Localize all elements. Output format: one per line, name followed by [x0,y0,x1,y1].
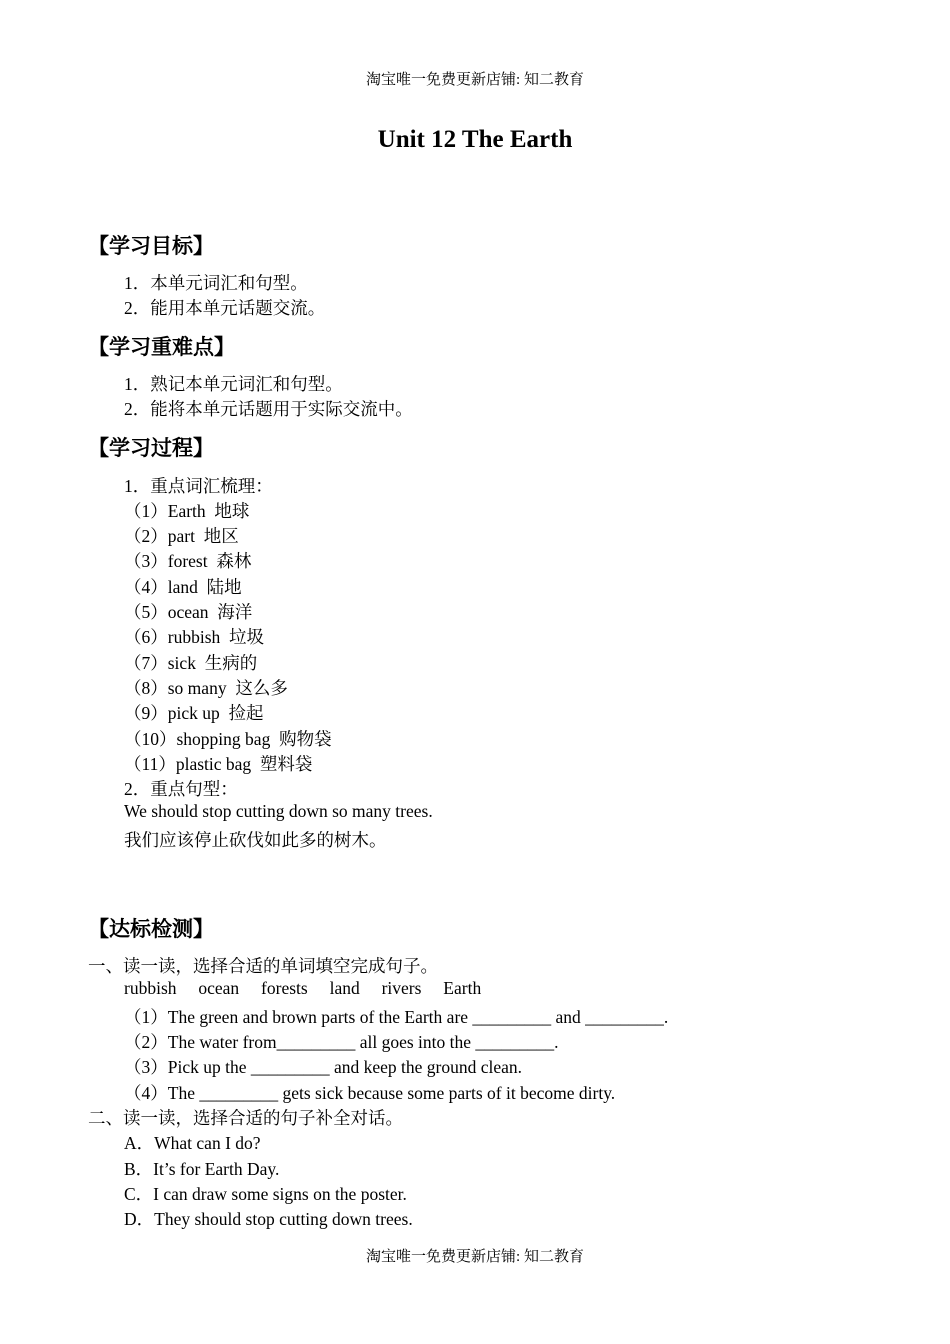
keypoints-heading: 【学习重难点】 [88,335,235,359]
fill-blank-item: （3）Pick up the _________ and keep the ground clean. [124,1057,523,1077]
sentence-chinese: 我们应该停止砍伐如此多的树木。 [124,830,387,850]
vocab-item: （8）so many 这么多 [124,678,288,698]
dialog-option: C．I can draw some signs on the poster. [124,1184,407,1204]
part1-title: 一、读一读，选择合适的单词填空完成句子。 [88,956,438,976]
process-heading: 【学习过程】 [88,436,214,460]
dialog-option: B．It’s for Earth Day. [124,1159,280,1179]
page-footer: 淘宝唯一免费更新店铺: 知二教育 [366,1249,584,1265]
fill-blank-item: （2）The water from_________ all goes into the _________. [124,1032,559,1052]
vocab-title: 1．重点词汇梳理： [124,476,273,496]
fill-blank-item: （1）The green and brown parts of the Earth are _________ and _________. [124,1007,669,1027]
goals-heading: 【学习目标】 [88,234,214,258]
keypoint-item: 1．熟记本单元词汇和句型。 [124,374,343,394]
page-header: 淘宝唯一免费更新店铺: 知二教育 [366,72,584,88]
fill-blank-item: （4）The _________ gets sick because some parts of it become dirty. [124,1083,616,1103]
word-bank: rubbish ocean forests land rivers Earth [124,978,482,998]
sentence-english: We should stop cutting down so many trees. [124,801,433,821]
dialog-option: A．What can I do? [124,1133,261,1153]
vocab-item: （9）pick up 捡起 [124,703,264,723]
vocab-item: （11）plastic bag 塑料袋 [124,754,313,774]
sentence-title: 2．重点句型： [124,779,238,799]
vocab-item: （4）land 陆地 [124,577,242,597]
vocab-item: （6）rubbish 垃圾 [124,627,264,647]
dialog-option: D．They should stop cutting down trees. [124,1209,413,1229]
vocab-item: （1）Earth 地球 [124,501,250,521]
vocab-item: （2）part 地区 [124,526,239,546]
keypoint-item: 2．能将本单元话题用于实际交流中。 [124,399,413,419]
vocab-item: （3）forest 森林 [124,551,252,571]
vocab-item: （5）ocean 海洋 [124,602,253,622]
test-heading: 【达标检测】 [88,917,214,941]
vocab-item: （7）sick 生病的 [124,653,258,673]
vocab-item: （10）shopping bag 购物袋 [124,729,332,749]
part2-title: 二、读一读，选择合适的句子补全对话。 [88,1108,403,1128]
page-title: Unit 12 The Earth [377,126,573,153]
goal-item: 2．能用本单元话题交流。 [124,298,326,318]
goal-item: 1．本单元词汇和句型。 [124,273,308,293]
